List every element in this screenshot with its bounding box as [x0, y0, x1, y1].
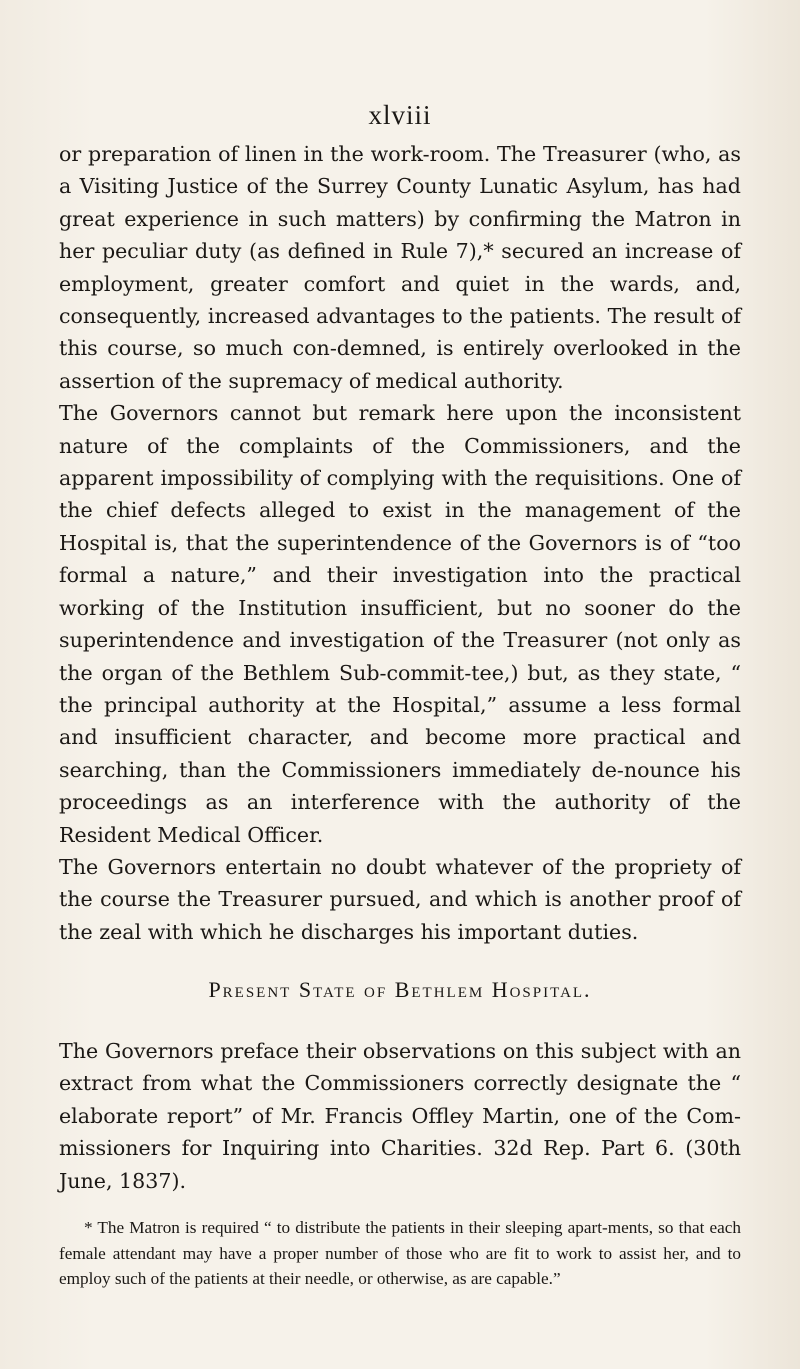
- section-text: [59, 1035, 741, 1197]
- main-text: [59, 138, 741, 948]
- paragraph: The Governors entertain no doubt whatever of the propriety of the course the Treasurer pursued, and which is another proof of the zeal with which he discharges his important duties.: [59, 854, 741, 944]
- footnote-text: * The Matron is required “ to distribute the patients in their sleeping apart-ments, so that each female attendant may have a proper number of those who are fit to work to assist her, and to employ such of the patients at their needle, or otherwise, as are capable.”: [59, 1218, 741, 1288]
- paragraph: The Governors preface their observations on this subject with an extract from what the Commissioners correctly designate the “ elaborate report” of Mr. Francis Offley Martin, one of the Com-missioners for Inquiring into Charities. 32d Rep. Part 6. (30th June, 1837).: [59, 1039, 741, 1193]
- paragraph: The Governors cannot but remark here upon the inconsistent nature of the complaints of the Commissioners, and the apparent impossibility of complying with the requisitions. One of the chief defects alleged to exist in the management of the Hospital is, that the superintendence of the Governors is of “too formal a nature,” and their investigation into the practical working of the Institution insufficient, but no sooner do the superintendence and investigation of the Treasurer (not only as the organ of the Bethlem Sub-commit-tee,) but, as they state, “ the principal authority at the Hospital,” assume a less formal and insufficient character, and become more practical and searching, than the Commissioners immediately de-nounce his proceedings as an interference with the authority of the Resident Medical Officer.: [59, 401, 741, 847]
- section-heading: Present State of Bethlem Hospital.: [208, 977, 592, 1002]
- footnote: [59, 1215, 741, 1292]
- page-number: xlviii: [368, 100, 432, 130]
- paragraph: or preparation of linen in the work-room. The Treasurer (who, as a Visiting Justice of the Surrey County Lunatic Asylum, has had great experience in such matters) by confirming the Matron in her peculiar duty (as defined in Rule 7),* secured an increase of employment, greater comfort and quiet in the wards, and, consequently, increased advantages to the patients. The result of this course, so much con-demned, is entirely overlooked in the assertion of the supremacy of medical authority.: [59, 142, 741, 393]
